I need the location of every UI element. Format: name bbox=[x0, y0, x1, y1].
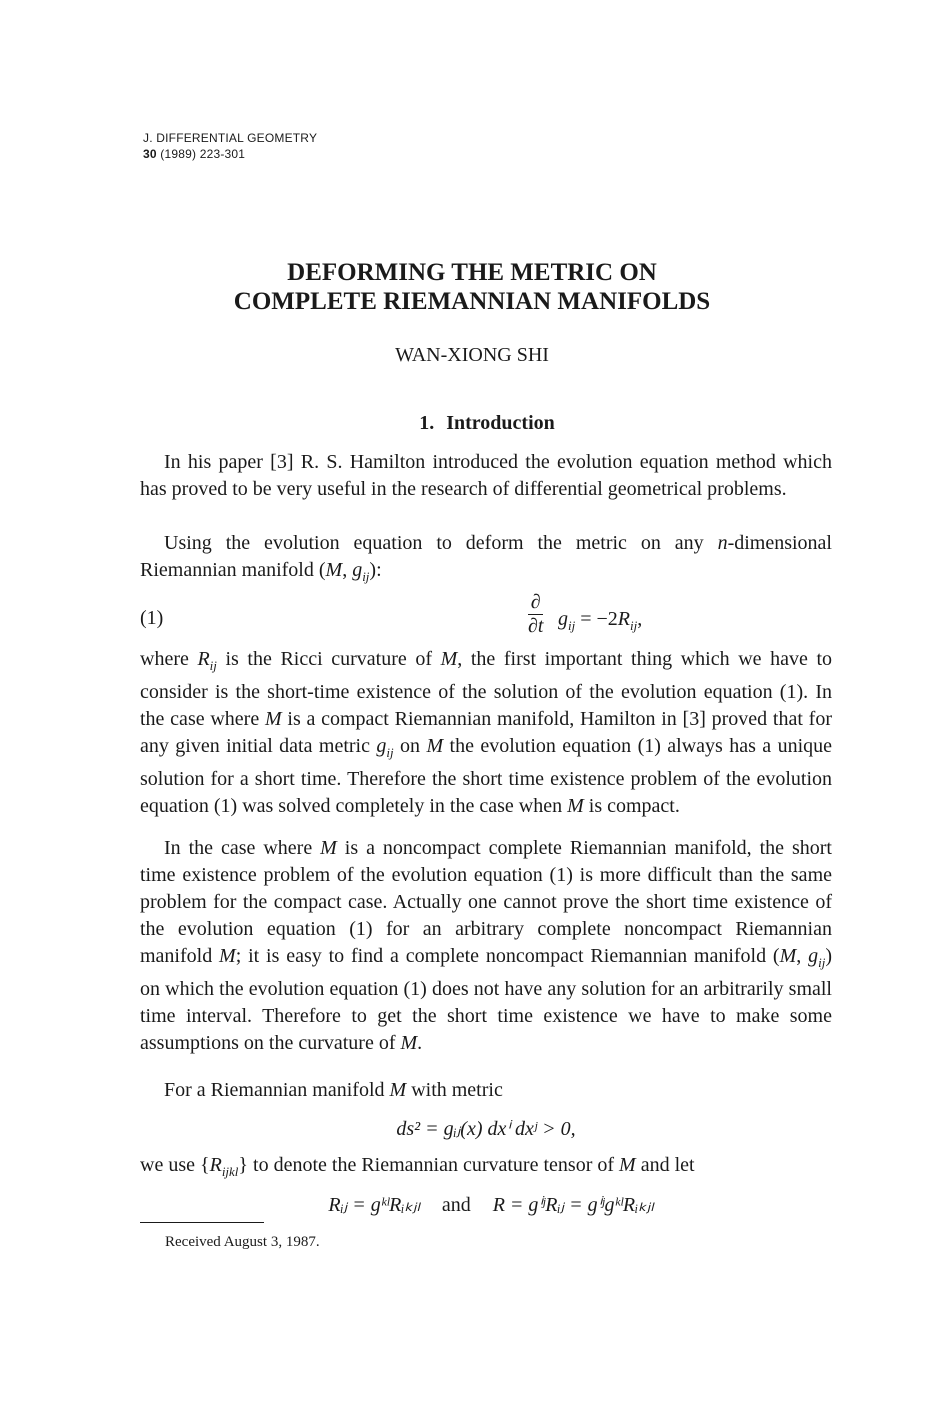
author-name: WAN-XIONG SHI bbox=[395, 344, 549, 366]
footnote-rule bbox=[140, 1222, 264, 1223]
text-run: on bbox=[393, 735, 427, 757]
math-M: M bbox=[400, 1032, 418, 1054]
paragraph-5 bbox=[140, 1077, 832, 1104]
paragraph-4 bbox=[140, 835, 832, 1057]
math-sub: ij bbox=[630, 618, 638, 633]
text-run: is a noncompact complete Riemannian manifold, the short time existence problem of the evolution equation (1) is more difficult than the same problem for the compact case. Actually one cannot prove the short time existence of the evolution equation (1) for an arbitrary complete noncompact Riemannian manifold bbox=[140, 837, 832, 967]
text-run: , the first important thing which we have to consider is the short-time existence of the solution of the evolution equation (1). In the case where bbox=[140, 648, 833, 730]
math-M: M bbox=[426, 735, 444, 757]
math-g: g bbox=[376, 735, 387, 757]
math-M: M bbox=[320, 837, 337, 859]
math-M: M bbox=[264, 708, 282, 730]
math-sub: ij bbox=[818, 955, 826, 970]
text-run: , bbox=[342, 559, 353, 581]
journal-header bbox=[143, 130, 317, 162]
title-line-2: COMPLETE RIEMANNIAN MANIFOLDS bbox=[233, 288, 711, 315]
fraction-denominator: ∂t bbox=[528, 615, 544, 637]
text-run: For a Riemannian manifold bbox=[164, 1079, 390, 1101]
math-g: g bbox=[558, 608, 568, 630]
ricci-rhs: R = gⁱʲRᵢⱼ = gⁱʲgᵏˡRᵢₖⱼₗ bbox=[492, 1194, 654, 1216]
text-run: , bbox=[796, 945, 809, 967]
paragraph-6 bbox=[140, 1152, 832, 1185]
paragraph-1-text: In his paper [3] R. S. Hamilton introduced the evolution equation method which has proved to be very useful in the research of differential geometrical problems. bbox=[140, 451, 832, 500]
math-run: , bbox=[637, 608, 643, 630]
math-sub: ij bbox=[386, 745, 394, 760]
partial-derivative-fraction bbox=[528, 590, 543, 637]
text-run: ) on which the evolution equation (1) does not have any solution for an arbitrarily small time interval. Therefore to get the short time existence we have to make some assumptions on the curvature of bbox=[140, 945, 833, 1054]
equation-number: (1) bbox=[140, 607, 164, 629]
math-g: g bbox=[352, 559, 363, 581]
equation-body bbox=[558, 608, 642, 634]
section-number: 1. bbox=[419, 412, 435, 434]
metric-equation-text: ds² = gᵢⱼ(x) dxⁱ dxʲ > 0, bbox=[396, 1118, 576, 1140]
math-sub: ij bbox=[362, 569, 370, 584]
volume-number: 30 bbox=[143, 147, 157, 161]
text-run: ): bbox=[369, 559, 382, 581]
text-run: is compact. bbox=[583, 795, 680, 817]
paragraph-1 bbox=[140, 449, 832, 503]
text-run: Using the evolution equation to deform the metric on any bbox=[164, 532, 718, 554]
title-line-1: DEFORMING THE METRIC ON bbox=[287, 259, 657, 286]
section-title: Introduction bbox=[446, 412, 555, 434]
text-run: In the case where bbox=[164, 837, 321, 859]
section-heading bbox=[0, 412, 944, 435]
ricci-equation bbox=[140, 1192, 832, 1217]
math-M: M bbox=[325, 559, 343, 581]
fraction-numerator: ∂ bbox=[528, 590, 543, 615]
text-run: is the Ricci curvature of bbox=[216, 648, 441, 670]
text-run: where bbox=[140, 648, 198, 670]
journal-volume-line bbox=[143, 146, 317, 162]
paragraph-2 bbox=[140, 530, 832, 590]
math-n: n bbox=[717, 532, 728, 554]
text-run: we use { bbox=[140, 1154, 210, 1176]
paper-title bbox=[0, 258, 944, 316]
math-sub: ij bbox=[568, 618, 576, 633]
ricci-lhs: Rᵢⱼ = gᵏˡRᵢₖⱼₗ bbox=[328, 1194, 420, 1216]
math-run: = −2 bbox=[575, 608, 618, 630]
text-run: . bbox=[417, 1032, 423, 1054]
math-M: M bbox=[619, 1154, 636, 1176]
text-run: with metric bbox=[406, 1079, 503, 1101]
year-pages: (1989) 223-301 bbox=[160, 147, 246, 161]
math-R: R bbox=[197, 648, 210, 670]
text-run: the evolution equation (1) always has a unique solution for a short time. Therefore the short time existence problem of the evolution equation (1) was solved completely in the case when bbox=[140, 735, 833, 817]
text-run: and let bbox=[635, 1154, 695, 1176]
text-run: -dimensional Riemannian manifold ( bbox=[140, 532, 832, 581]
equation-1 bbox=[140, 590, 832, 640]
ricci-and: and bbox=[441, 1194, 471, 1216]
footnote-received: Received August 3, 1987. bbox=[165, 1234, 320, 1250]
math-M: M bbox=[567, 795, 584, 817]
text-run: is a compact Riemannian manifold, Hamilton in [3] proved that for any given initial data metric bbox=[140, 708, 832, 757]
math-M: M bbox=[440, 648, 458, 670]
math-R: R bbox=[617, 608, 631, 630]
math-M: M bbox=[779, 945, 797, 967]
metric-equation bbox=[140, 1116, 832, 1141]
math-M: M bbox=[219, 945, 236, 967]
journal-name: J. DIFFERENTIAL GEOMETRY bbox=[143, 131, 318, 145]
paragraph-3 bbox=[140, 646, 832, 820]
text-run: } to denote the Riemannian curvature tensor of bbox=[238, 1154, 620, 1176]
math-sub: ijkl bbox=[221, 1164, 239, 1179]
math-R: R bbox=[209, 1154, 222, 1176]
math-sub: ij bbox=[209, 658, 217, 673]
text-run: ; it is easy to find a complete noncompact Riemannian manifold ( bbox=[235, 945, 780, 967]
math-M: M bbox=[389, 1079, 407, 1101]
math-g: g bbox=[808, 945, 819, 967]
